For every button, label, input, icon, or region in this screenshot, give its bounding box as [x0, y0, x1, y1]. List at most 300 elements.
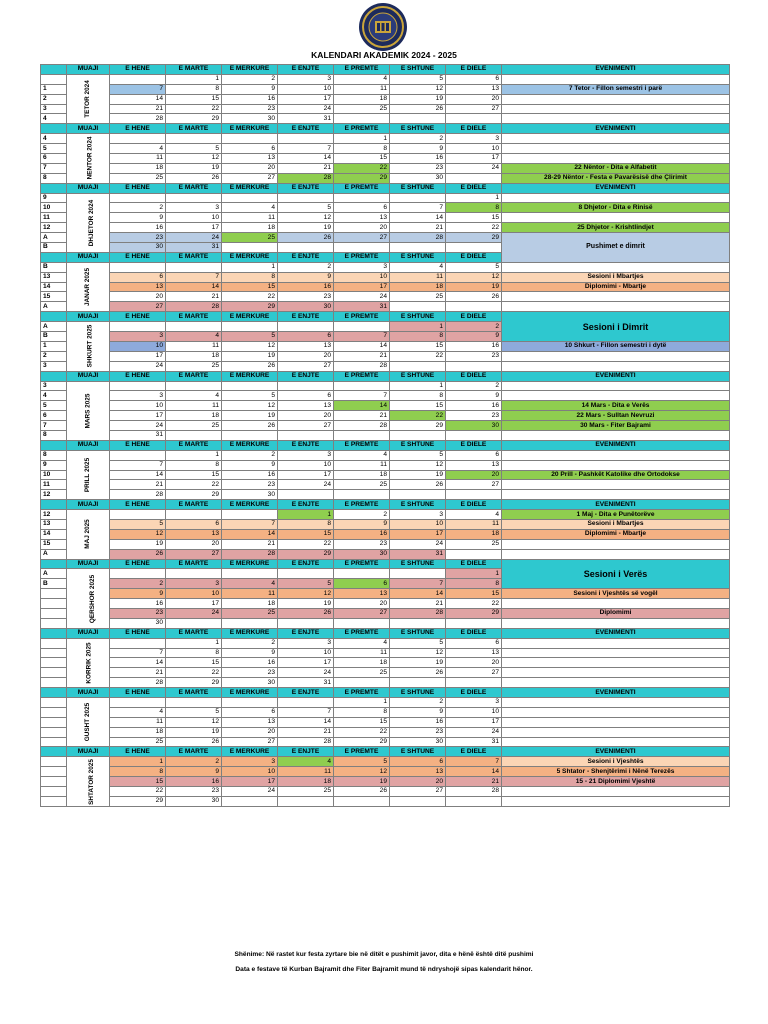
week-number: 8 — [41, 430, 67, 440]
week-number — [41, 589, 67, 599]
header-day: E HENE — [110, 688, 166, 698]
event-cell: 14 Mars - Dita e Verës — [502, 401, 730, 411]
event-cell — [502, 94, 730, 104]
day-cell: 1 — [166, 638, 222, 648]
day-cell: 23 — [390, 163, 446, 173]
day-cell: 15 — [390, 401, 446, 411]
day-cell: 9 — [334, 519, 390, 529]
header-day: E ENJTE — [278, 628, 334, 638]
day-cell: 15 — [446, 589, 502, 599]
header-day: E SHTUNE — [390, 124, 446, 134]
day-cell: 22 — [222, 292, 278, 302]
week-row — [41, 381, 730, 391]
day-cell: 17 — [278, 658, 334, 668]
day-cell: 10 — [334, 272, 390, 282]
week-row — [41, 134, 730, 144]
week-row — [41, 213, 730, 223]
day-cell: 29 — [334, 737, 390, 747]
week-row — [41, 767, 730, 777]
event-cell: 20 Prill - Pashkët Katolike dhe Ortodokse — [502, 470, 730, 480]
day-cell: 14 — [166, 282, 222, 292]
day-cell — [222, 698, 278, 708]
day-cell — [278, 796, 334, 806]
day-cell: 22 — [446, 223, 502, 233]
week-number: 3 — [41, 381, 67, 391]
day-cell: 20 — [334, 599, 390, 609]
header-day: E ENJTE — [278, 183, 334, 193]
day-cell: 30 — [278, 302, 334, 312]
week-number: B — [41, 262, 67, 272]
day-cell: 4 — [166, 332, 222, 342]
week-row — [41, 519, 730, 529]
week-number: 2 — [41, 94, 67, 104]
day-cell: 4 — [446, 510, 502, 520]
day-cell: 1 — [222, 262, 278, 272]
day-cell: 8 — [110, 767, 166, 777]
day-cell: 22 — [278, 539, 334, 549]
header-day: E SHTUNE — [390, 688, 446, 698]
day-cell: 30 — [446, 421, 502, 431]
day-cell: 1 — [446, 193, 502, 203]
day-cell: 11 — [222, 589, 278, 599]
day-cell: 10 — [278, 84, 334, 94]
week-number — [41, 787, 67, 797]
header-muaji: MUAJI — [67, 500, 110, 510]
day-cell: 8 — [278, 519, 334, 529]
header-day: E MERKURE — [222, 559, 278, 569]
header-day: E SHTUNE — [390, 500, 446, 510]
day-cell: 23 — [446, 411, 502, 421]
day-cell: 28 — [446, 787, 502, 797]
day-cell: 8 — [222, 272, 278, 282]
day-cell: 22 — [390, 351, 446, 361]
event-cell: 5 Shtator - Shenjtërimi i Nënë Terezës — [502, 767, 730, 777]
day-cell — [334, 322, 390, 332]
day-cell: 26 — [390, 668, 446, 678]
week-row — [41, 549, 730, 559]
header-day: E SHTUNE — [390, 371, 446, 381]
day-cell: 1 — [166, 74, 222, 84]
day-cell: 17 — [110, 351, 166, 361]
day-cell: 18 — [334, 658, 390, 668]
day-cell: 17 — [446, 154, 502, 164]
day-cell: 11 — [110, 717, 166, 727]
day-cell — [334, 430, 390, 440]
day-cell — [166, 698, 222, 708]
header-muaji: MUAJI — [67, 312, 110, 322]
day-cell: 20 — [334, 223, 390, 233]
week-number — [41, 668, 67, 678]
event-cell — [502, 391, 730, 401]
header-row — [41, 124, 730, 134]
day-cell: 25 — [166, 361, 222, 371]
day-cell: 20 — [390, 777, 446, 787]
day-cell: 10 — [278, 648, 334, 658]
day-cell: 14 — [278, 154, 334, 164]
event-cell: 30 Mars - Fiter Bajrami — [502, 421, 730, 431]
day-cell: 22 — [334, 727, 390, 737]
week-row — [41, 401, 730, 411]
day-cell: 10 — [222, 767, 278, 777]
day-cell — [390, 490, 446, 500]
day-cell: 23 — [334, 539, 390, 549]
week-number: 14 — [41, 529, 67, 539]
header-muaji: MUAJI — [67, 252, 110, 262]
header-day: E MERKURE — [222, 183, 278, 193]
header-day: E PREMTE — [334, 252, 390, 262]
header-day: E ENJTE — [278, 124, 334, 134]
day-cell: 5 — [278, 579, 334, 589]
day-cell: 16 — [334, 529, 390, 539]
day-cell: 28 — [110, 678, 166, 688]
day-cell: 23 — [110, 233, 166, 243]
event-cell — [502, 154, 730, 164]
event-cell — [502, 480, 730, 490]
header-week-cell — [41, 440, 67, 450]
day-cell — [278, 381, 334, 391]
day-cell: 7 — [278, 707, 334, 717]
week-row — [41, 262, 730, 272]
day-cell: 5 — [222, 332, 278, 342]
day-cell — [334, 243, 390, 253]
day-cell: 6 — [446, 638, 502, 648]
day-cell: 11 — [334, 84, 390, 94]
month-name: SHKURT 2025 — [86, 325, 94, 368]
day-cell — [390, 114, 446, 124]
week-number: 11 — [41, 213, 67, 223]
day-cell: 3 — [446, 698, 502, 708]
month-name: KORRIK 2025 — [85, 642, 93, 684]
event-cell: 8 Dhjetor - Dita e Rinisë — [502, 203, 730, 213]
week-row — [41, 163, 730, 173]
day-cell: 21 — [110, 104, 166, 114]
event-cell — [502, 787, 730, 797]
day-cell — [222, 618, 278, 628]
event-cell — [502, 549, 730, 559]
week-number — [41, 796, 67, 806]
week-row — [41, 341, 730, 351]
day-cell: 3 — [278, 450, 334, 460]
header-day: E MERKURE — [222, 500, 278, 510]
day-cell: 7 — [278, 144, 334, 154]
week-row — [41, 193, 730, 203]
day-cell: 9 — [110, 589, 166, 599]
day-cell: 31 — [278, 114, 334, 124]
day-cell: 1 — [166, 450, 222, 460]
month-name: GUSHT 2025 — [84, 703, 92, 742]
event-cell — [502, 668, 730, 678]
header-day: E MERKURE — [222, 440, 278, 450]
day-cell: 23 — [166, 787, 222, 797]
header-day: E HENE — [110, 500, 166, 510]
header-day: E MERKURE — [222, 747, 278, 757]
event-cell — [502, 74, 730, 84]
day-cell: 16 — [110, 599, 166, 609]
day-cell: 3 — [390, 510, 446, 520]
month-label — [67, 569, 110, 628]
day-cell: 31 — [166, 243, 222, 253]
header-eventi: EVENIMENTI — [502, 628, 730, 638]
day-cell — [334, 678, 390, 688]
day-cell — [446, 490, 502, 500]
day-cell: 2 — [390, 134, 446, 144]
header-day: E PREMTE — [334, 440, 390, 450]
day-cell — [110, 698, 166, 708]
month-label — [67, 381, 110, 440]
day-cell: 1 — [390, 322, 446, 332]
day-cell: 31 — [278, 678, 334, 688]
day-cell: 13 — [278, 341, 334, 351]
day-cell — [110, 322, 166, 332]
day-cell: 7 — [334, 332, 390, 342]
day-cell: 8 — [390, 332, 446, 342]
day-cell — [110, 510, 166, 520]
month-name: MAJ 2025 — [84, 519, 91, 550]
day-cell — [278, 490, 334, 500]
week-number: A — [41, 302, 67, 312]
day-cell: 14 — [390, 213, 446, 223]
day-cell — [390, 796, 446, 806]
header-day: E DIELE — [446, 559, 502, 569]
page-title: KALENDARI AKADEMIK 2024 - 2025 — [311, 50, 457, 60]
header-muaji: MUAJI — [67, 124, 110, 134]
day-cell — [166, 134, 222, 144]
month-label — [67, 450, 110, 499]
day-cell: 20 — [222, 727, 278, 737]
day-cell: 15 — [334, 717, 390, 727]
day-cell: 10 — [446, 144, 502, 154]
week-row — [41, 114, 730, 124]
day-cell: 7 — [334, 391, 390, 401]
day-cell: 29 — [166, 678, 222, 688]
day-cell: 2 — [334, 510, 390, 520]
week-number: 1 — [41, 341, 67, 351]
day-cell: 23 — [222, 668, 278, 678]
day-cell: 14 — [110, 658, 166, 668]
day-cell: 12 — [222, 401, 278, 411]
day-cell: 6 — [446, 74, 502, 84]
day-cell: 6 — [334, 579, 390, 589]
week-row — [41, 94, 730, 104]
day-cell: 12 — [390, 84, 446, 94]
header-day: E SHTUNE — [390, 559, 446, 569]
week-number: 10 — [41, 203, 67, 213]
day-cell: 16 — [278, 282, 334, 292]
day-cell: 22 — [334, 163, 390, 173]
week-number — [41, 727, 67, 737]
day-cell: 30 — [390, 737, 446, 747]
header-day: E PREMTE — [334, 124, 390, 134]
day-cell: 24 — [334, 292, 390, 302]
day-cell: 8 — [446, 579, 502, 589]
week-row — [41, 589, 730, 599]
day-cell: 4 — [334, 638, 390, 648]
day-cell: 27 — [278, 421, 334, 431]
header-row — [41, 747, 730, 757]
week-number: B — [41, 332, 67, 342]
week-row — [41, 450, 730, 460]
header-day: E PREMTE — [334, 183, 390, 193]
header-day: E MARTE — [166, 688, 222, 698]
day-cell: 9 — [222, 84, 278, 94]
week-number: 3 — [41, 104, 67, 114]
day-cell: 26 — [166, 737, 222, 747]
event-cell: Diplomimi - Mbartje — [502, 529, 730, 539]
day-cell: 7 — [390, 203, 446, 213]
header-day: E DIELE — [446, 688, 502, 698]
day-cell: 18 — [166, 351, 222, 361]
day-cell: 3 — [110, 332, 166, 342]
header-day: E ENJTE — [278, 371, 334, 381]
day-cell: 13 — [446, 84, 502, 94]
event-cell — [502, 351, 730, 361]
week-row — [41, 529, 730, 539]
month-label — [67, 193, 110, 252]
month-name: NENTOR 2024 — [86, 137, 94, 180]
day-cell — [110, 638, 166, 648]
day-cell: 25 — [222, 233, 278, 243]
day-cell: 18 — [222, 223, 278, 233]
day-cell: 24 — [222, 787, 278, 797]
day-cell: 14 — [222, 529, 278, 539]
day-cell: 11 — [334, 648, 390, 658]
event-cell: Diplomimi - Mbartje — [502, 282, 730, 292]
session-block: Sesioni i Dimrit — [502, 312, 730, 342]
day-cell: 21 — [278, 727, 334, 737]
week-row — [41, 658, 730, 668]
day-cell: 12 — [110, 529, 166, 539]
day-cell: 5 — [390, 450, 446, 460]
day-cell — [222, 381, 278, 391]
header-row — [41, 183, 730, 193]
day-cell: 25 — [166, 421, 222, 431]
week-number: 7 — [41, 421, 67, 431]
day-cell: 17 — [390, 529, 446, 539]
day-cell — [446, 618, 502, 628]
week-number: 12 — [41, 490, 67, 500]
day-cell: 24 — [446, 727, 502, 737]
day-cell: 15 — [278, 529, 334, 539]
week-row — [41, 599, 730, 609]
header-week-cell — [41, 371, 67, 381]
header-day: E SHTUNE — [390, 252, 446, 262]
day-cell: 9 — [446, 391, 502, 401]
day-cell: 28 — [110, 490, 166, 500]
header-day: E ENJTE — [278, 688, 334, 698]
day-cell: 14 — [446, 767, 502, 777]
day-cell: 26 — [390, 480, 446, 490]
day-cell — [278, 243, 334, 253]
day-cell: 1 — [390, 381, 446, 391]
month-label — [67, 74, 110, 123]
day-cell: 12 — [278, 213, 334, 223]
event-cell: Sesioni i Vjeshtës së vogël — [502, 589, 730, 599]
day-cell: 2 — [390, 698, 446, 708]
day-cell: 11 — [446, 519, 502, 529]
day-cell: 20 — [446, 470, 502, 480]
day-cell: 27 — [222, 173, 278, 183]
header-week-cell — [41, 183, 67, 193]
week-number: 4 — [41, 114, 67, 124]
event-cell — [502, 262, 730, 272]
day-cell: 11 — [334, 460, 390, 470]
week-row — [41, 717, 730, 727]
day-cell: 4 — [110, 144, 166, 154]
day-cell — [390, 302, 446, 312]
day-cell: 28 — [110, 114, 166, 124]
day-cell: 26 — [390, 104, 446, 114]
day-cell: 2 — [446, 381, 502, 391]
event-cell — [502, 490, 730, 500]
week-row — [41, 678, 730, 688]
day-cell: 29 — [110, 796, 166, 806]
day-cell — [166, 381, 222, 391]
day-cell: 13 — [446, 460, 502, 470]
month-label — [67, 510, 110, 559]
day-cell: 24 — [446, 163, 502, 173]
day-cell: 7 — [390, 579, 446, 589]
header-week-cell — [41, 500, 67, 510]
week-row — [41, 391, 730, 401]
day-cell — [446, 302, 502, 312]
week-number: A — [41, 569, 67, 579]
day-cell: 19 — [166, 727, 222, 737]
day-cell: 2 — [278, 262, 334, 272]
header-day: E HENE — [110, 371, 166, 381]
day-cell: 6 — [222, 707, 278, 717]
day-cell: 5 — [390, 74, 446, 84]
day-cell: 29 — [166, 490, 222, 500]
day-cell: 11 — [110, 154, 166, 164]
day-cell: 4 — [334, 450, 390, 460]
day-cell: 18 — [166, 411, 222, 421]
header-day: E MARTE — [166, 371, 222, 381]
day-cell: 23 — [390, 727, 446, 737]
day-cell: 13 — [222, 154, 278, 164]
week-number: 6 — [41, 154, 67, 164]
day-cell: 22 — [110, 787, 166, 797]
month-name: MARS 2025 — [84, 393, 91, 429]
day-cell — [222, 322, 278, 332]
week-number — [41, 74, 67, 84]
week-number: 13 — [41, 272, 67, 282]
day-cell: 17 — [166, 599, 222, 609]
day-cell: 15 — [166, 94, 222, 104]
header-eventi: EVENIMENTI — [502, 440, 730, 450]
day-cell — [166, 193, 222, 203]
day-cell: 22 — [166, 480, 222, 490]
day-cell: 30 — [110, 243, 166, 253]
day-cell: 12 — [334, 767, 390, 777]
day-cell: 16 — [222, 94, 278, 104]
week-number — [41, 757, 67, 767]
day-cell: 19 — [278, 599, 334, 609]
header-eventi: EVENIMENTI — [502, 371, 730, 381]
day-cell: 29 — [222, 302, 278, 312]
day-cell: 12 — [390, 460, 446, 470]
day-cell: 10 — [446, 707, 502, 717]
event-cell: 1 Maj - Dita e Punëtorëve — [502, 510, 730, 520]
header-week-cell — [41, 628, 67, 638]
day-cell: 12 — [446, 272, 502, 282]
day-cell: 26 — [278, 233, 334, 243]
day-cell: 4 — [222, 203, 278, 213]
header-week-cell — [41, 688, 67, 698]
day-cell: 15 — [166, 470, 222, 480]
day-cell: 27 — [110, 302, 166, 312]
week-row — [41, 272, 730, 282]
day-cell: 18 — [446, 529, 502, 539]
